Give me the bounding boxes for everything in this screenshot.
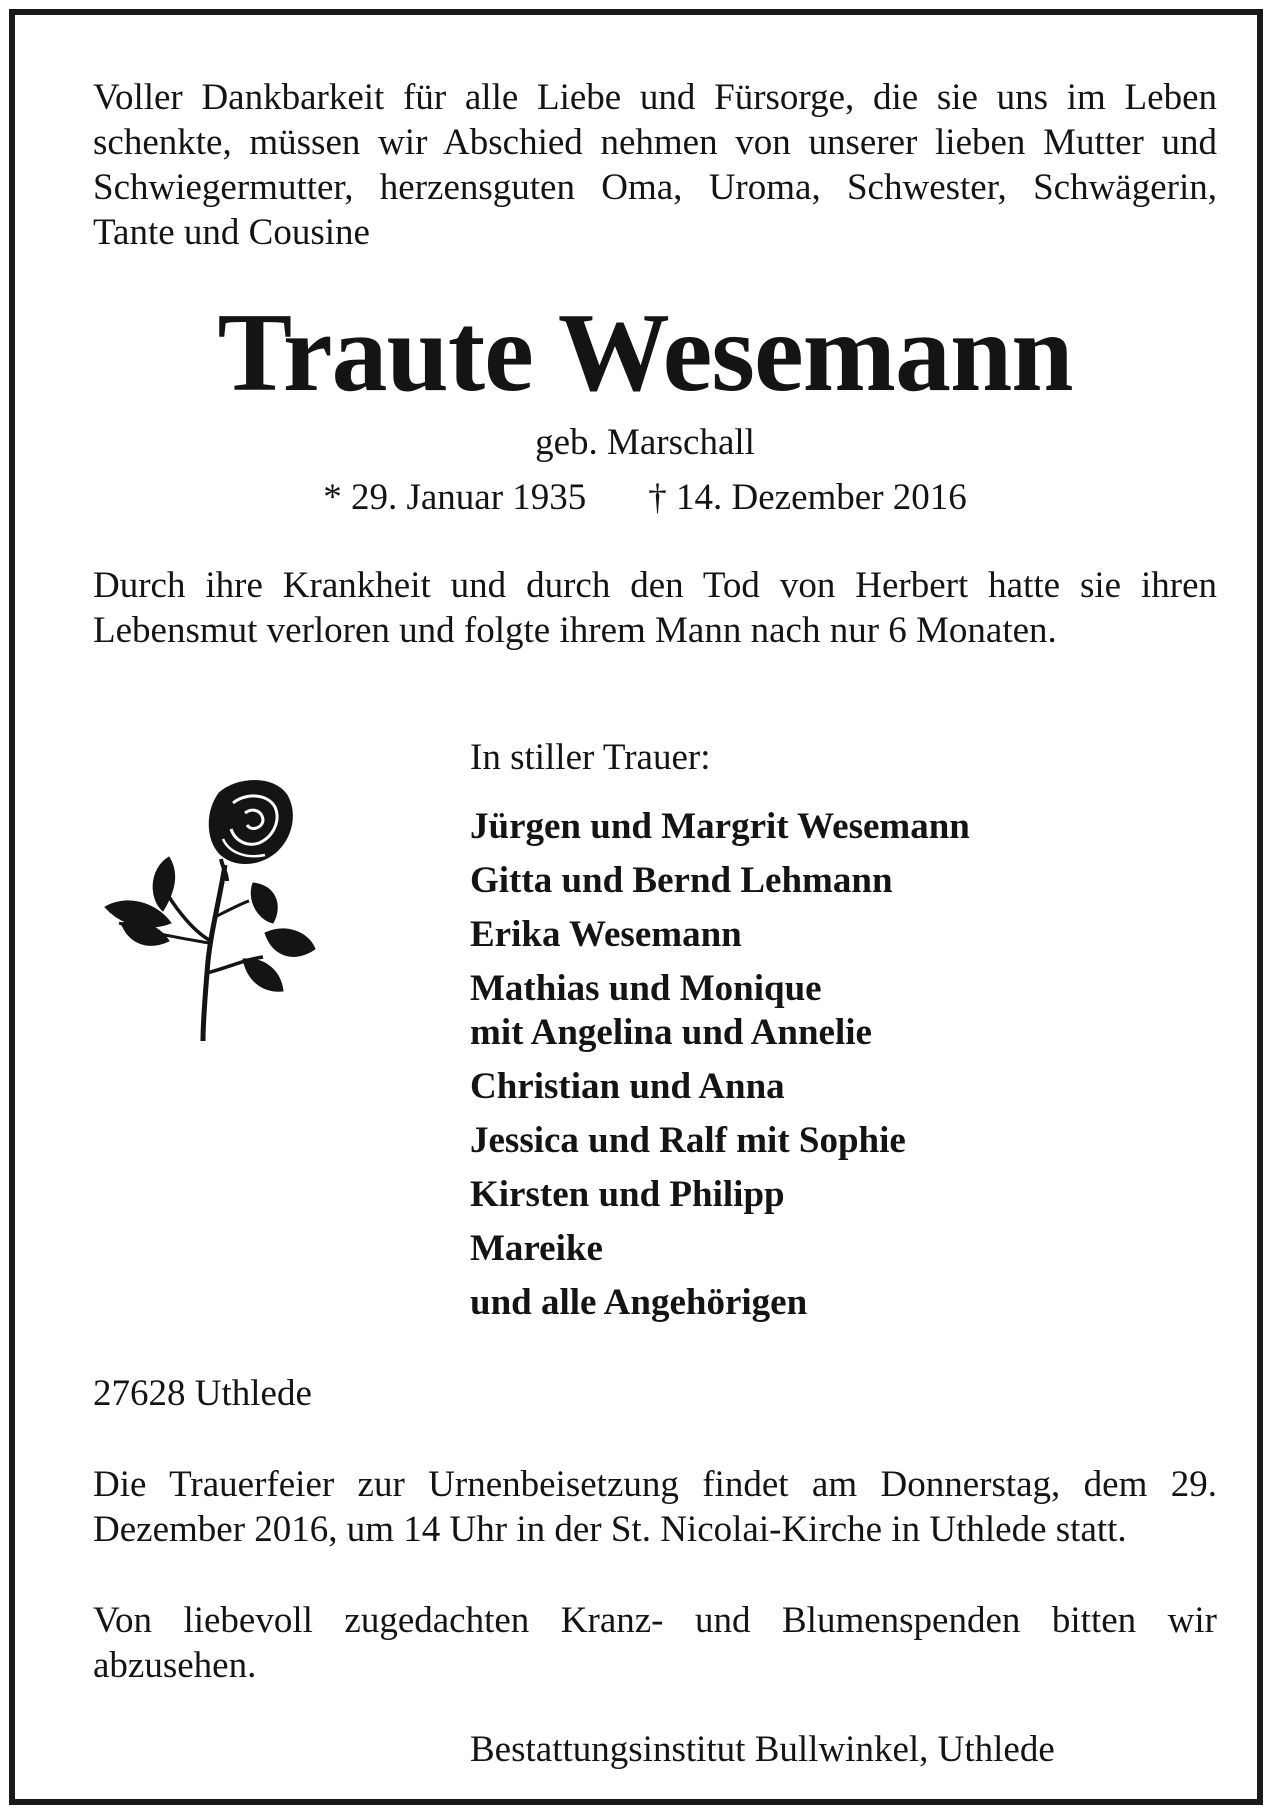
death-date: † 14. Dezember 2016 (648, 477, 967, 518)
mourner-item: Kirsten und Philipp (470, 1174, 785, 1215)
mourner-item: Mareike (470, 1228, 603, 1269)
deceased-name: Traute Wesemann (217, 291, 1073, 415)
birth-name: geb. Marschall (535, 422, 755, 463)
mourner-item: Mathias und Monique mit Angelina und Annelie (470, 968, 872, 1053)
mourner-item: Christian und Anna (470, 1066, 785, 1107)
mourner-item: Gitta und Bernd Lehmann (470, 860, 893, 901)
location-text: 27628 Uthlede (93, 1373, 312, 1414)
flowers-text: Von liebevoll zugedachten Kranz- und Blumenspenden bitten wir abzusehen. (93, 1600, 1217, 1686)
mourner-item: Erika Wesemann (470, 914, 742, 955)
mourner-item: und alle Angehörigen (470, 1282, 808, 1323)
rose-icon (97, 773, 317, 1043)
birth-date: * 29. Januar 1935 (323, 477, 587, 518)
life-dates (15, 475, 1275, 520)
mourners-list (470, 805, 1250, 1335)
undertaker-text: Bestattungsinstitut Bullwinkel, Uthlede (470, 1729, 1055, 1770)
mourner-item: Jürgen und Margrit Wesemann (470, 806, 970, 847)
illness-text: Durch ihre Krankheit und durch den Tod von Herbert hatte sie ihren Lebensmut verloren und folgte ihrem Mann nach nur 6 Monaten. (93, 565, 1217, 651)
mourner-item: Jessica und Ralf mit Sophie (470, 1120, 906, 1161)
funeral-text: Die Trauerfeier zur Urnenbeisetzung findet am Donnerstag, dem 29. Dezember 2016, um 14 Uhr in der St. Nicolai-Kirche in Uthlede statt. (93, 1464, 1217, 1550)
mourning-label: In stiller Trauer: (470, 737, 711, 778)
obituary-frame (9, 9, 1263, 1805)
intro-text: Voller Dankbarkeit für alle Liebe und Fürsorge, die sie uns im Leben schenkte, müssen wir Abschied nehmen von unserer lieben Mutter und Schwiegermutter, herzensguten Oma, Uroma, Schwester, Schwägerin, Tante und Cousine (93, 77, 1217, 253)
